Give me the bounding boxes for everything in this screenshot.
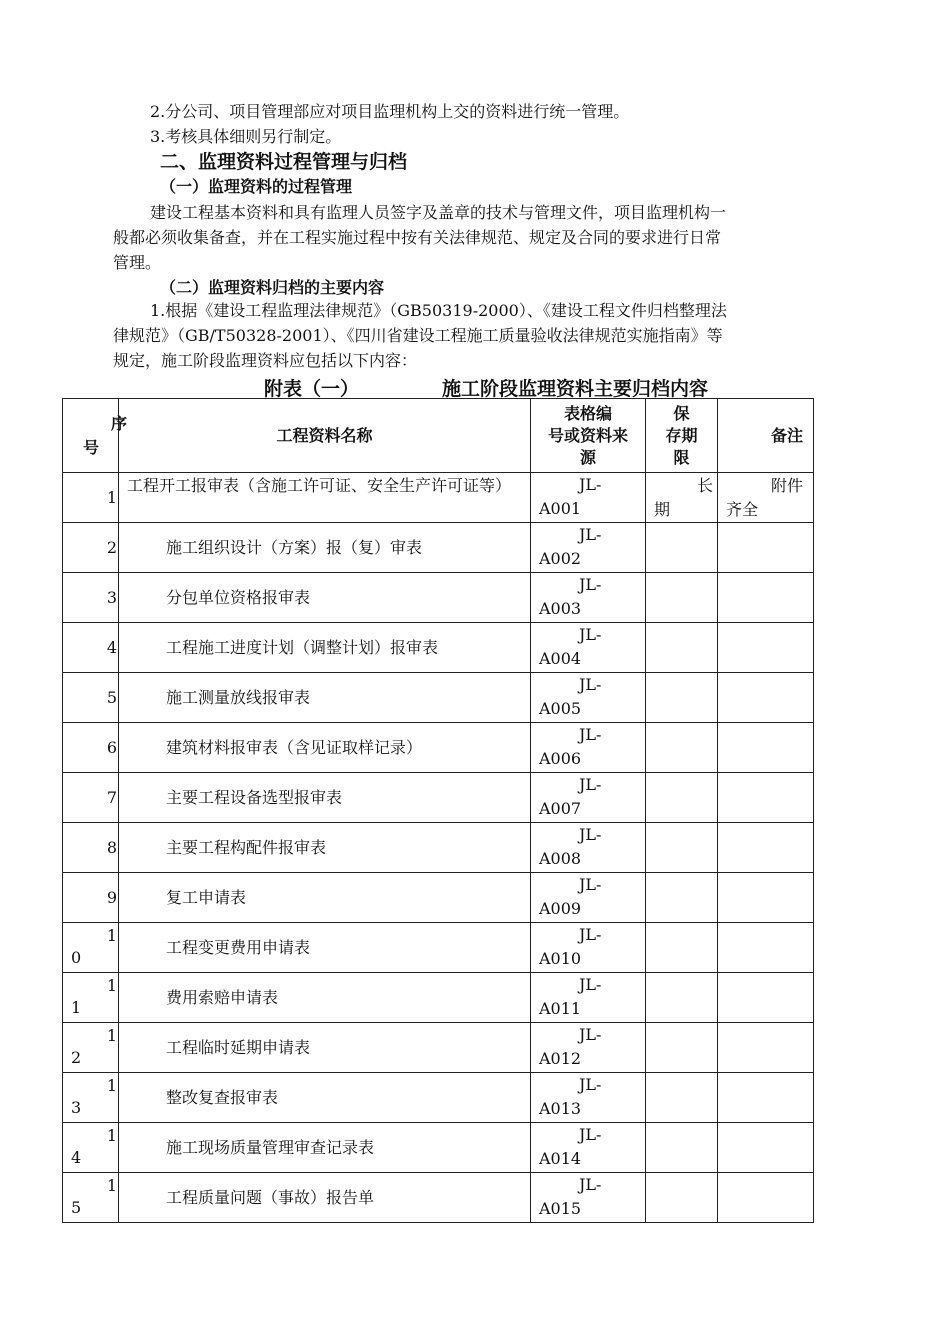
table-row — [63, 873, 814, 923]
cell-seq-b: 3 — [71, 1098, 82, 1117]
cell-note — [718, 873, 814, 923]
cell-keep — [646, 1023, 718, 1073]
cell-seq — [63, 1073, 119, 1123]
cell-seq — [63, 723, 119, 773]
cell-note — [718, 573, 814, 623]
cell-note — [718, 523, 814, 573]
table-row — [63, 1123, 814, 1173]
cell-code — [531, 873, 646, 923]
table-header-row — [63, 399, 814, 473]
cell-name: 工程开工报审表（含施工许可证、安全生产许可证等） — [119, 473, 531, 523]
cell-code-b: A014 — [539, 1149, 582, 1168]
cell-code-a: JL- — [579, 775, 602, 794]
cell-seq-a: 9 — [106, 888, 117, 907]
cell-code-a: JL- — [579, 575, 602, 594]
cell-code-b: A008 — [539, 849, 582, 868]
cell-seq-a: 1 — [106, 1126, 117, 1145]
paragraph-item-2: 2.分公司、项目管理部应对项目监理机构上交的资料进行统一管理。 — [150, 102, 630, 121]
cell-code-a: JL- — [579, 675, 602, 694]
header-seq-b: 号 — [83, 438, 100, 457]
cell-note — [718, 1023, 814, 1073]
body-text-2-line-3: 规定，施工阶段监理资料应包括以下内容： — [113, 351, 418, 370]
cell-seq — [63, 1023, 119, 1073]
cell-code — [531, 923, 646, 973]
cell-seq — [63, 473, 119, 523]
subsection-heading-2: （二）监理资料归档的主要内容 — [160, 278, 385, 297]
cell-name: 施工现场质量管理审查记录表 — [119, 1123, 531, 1173]
cell-code — [531, 673, 646, 723]
cell-keep — [646, 1123, 718, 1173]
cell-seq — [63, 773, 119, 823]
cell-keep — [646, 473, 718, 523]
cell-name: 工程施工进度计划（调整计划）报审表 — [119, 623, 531, 673]
cell-seq — [63, 973, 119, 1023]
table-row — [63, 573, 814, 623]
cell-seq-a: 1 — [106, 1026, 117, 1045]
cell-code-a: JL- — [579, 625, 602, 644]
cell-seq-a: 6 — [106, 738, 117, 757]
table-row — [63, 723, 814, 773]
header-name: 工程资料名称 — [119, 399, 531, 473]
cell-seq — [63, 873, 119, 923]
cell-name: 复工申请表 — [119, 873, 531, 923]
cell-code — [531, 523, 646, 573]
body-text-1-line-2: 般都必须收集备查，并在工程实施过程中按有关法律规范、规定及合同的要求进行日常 — [113, 228, 722, 247]
cell-name: 分包单位资格报审表 — [119, 573, 531, 623]
table-row — [63, 973, 814, 1023]
body-text-1-line-3: 管理。 — [113, 253, 162, 272]
cell-note — [718, 623, 814, 673]
cell-code-b: A009 — [539, 899, 582, 918]
cell-seq-a: 8 — [106, 838, 117, 857]
paragraph-item-3: 3.考核具体细则另行制定。 — [150, 127, 342, 146]
cell-code-a: JL- — [579, 1025, 602, 1044]
header-seq — [63, 399, 128, 473]
cell-keep — [646, 573, 718, 623]
cell-note — [718, 673, 814, 723]
cell-code — [531, 823, 646, 873]
cell-note — [718, 723, 814, 773]
cell-seq-a: 3 — [106, 588, 117, 607]
archive-table — [62, 398, 814, 1223]
cell-code-b: A015 — [539, 1199, 582, 1218]
cell-code — [531, 1173, 646, 1223]
cell-note-b: 齐全 — [726, 500, 759, 519]
cell-code-a: JL- — [579, 1075, 602, 1094]
cell-keep — [646, 1173, 718, 1223]
cell-name: 费用索赔申请表 — [119, 973, 531, 1023]
cell-seq — [63, 1123, 119, 1173]
cell-code-a: JL- — [579, 525, 602, 544]
header-keep-line-3: 限 — [673, 447, 690, 467]
table-row — [63, 523, 814, 573]
cell-keep — [646, 673, 718, 723]
cell-seq-b: 4 — [71, 1148, 82, 1167]
header-keep — [646, 399, 718, 473]
table-caption-title: 施工阶段监理资料主要归档内容 — [442, 378, 709, 400]
cell-code-a: JL- — [579, 875, 602, 894]
cell-keep — [646, 723, 718, 773]
cell-code-a: JL- — [579, 975, 602, 994]
body-text-1-line-1: 建设工程基本资料和具有监理人员签字及盖章的技术与管理文件，项目监理机构一 — [150, 203, 727, 222]
cell-keep-b: 期 — [654, 500, 671, 519]
cell-code-b: A001 — [539, 499, 582, 518]
cell-keep — [646, 873, 718, 923]
cell-code-b: A004 — [539, 649, 582, 668]
table-row — [63, 823, 814, 873]
cell-name: 工程变更费用申请表 — [119, 923, 531, 973]
cell-code-b: A007 — [539, 799, 582, 818]
cell-seq — [63, 623, 119, 673]
cell-seq — [63, 673, 119, 723]
header-code-line-3: 源 — [579, 447, 596, 467]
cell-seq-a: 2 — [106, 538, 117, 557]
cell-seq-b: 2 — [71, 1048, 82, 1067]
cell-seq-a: 4 — [106, 638, 117, 657]
cell-code — [531, 473, 646, 523]
header-code — [531, 399, 646, 473]
header-code-line-1: 表格编 — [563, 403, 612, 423]
table-row — [63, 1023, 814, 1073]
cell-code-b: A006 — [539, 749, 582, 768]
cell-code — [531, 623, 646, 673]
cell-code-a: JL- — [579, 475, 602, 494]
cell-code-b: A002 — [539, 549, 582, 568]
cell-code-a: JL- — [579, 1125, 602, 1144]
cell-seq-a: 5 — [106, 688, 117, 707]
cell-name: 工程临时延期申请表 — [119, 1023, 531, 1073]
cell-keep — [646, 973, 718, 1023]
cell-note — [718, 1073, 814, 1123]
cell-keep — [646, 1073, 718, 1123]
cell-code-b: A003 — [539, 599, 582, 618]
cell-seq-b: 5 — [71, 1198, 82, 1217]
header-keep-line-1: 保 — [673, 403, 690, 423]
cell-code — [531, 1023, 646, 1073]
cell-name: 建筑材料报审表（含见证取样记录） — [119, 723, 531, 773]
cell-name: 工程质量问题（事故）报告单 — [119, 1173, 531, 1223]
body-text-2-line-1: 1.根据《建设工程监理法律规范》（GB50319-2000）、《建设工程文件归档整理法 — [150, 301, 727, 320]
cell-name: 主要工程构配件报审表 — [119, 823, 531, 873]
cell-code-a: JL- — [579, 925, 602, 944]
cell-keep — [646, 523, 718, 573]
cell-code — [531, 973, 646, 1023]
cell-code — [531, 773, 646, 823]
cell-note — [718, 1173, 814, 1223]
cell-code-b: A012 — [539, 1049, 582, 1068]
table-row — [63, 473, 814, 523]
body-text-2-line-2: 律规范》（GB/T50328-2001）、《四川省建设工程施工质量验收法律规范实施指南》等 — [113, 326, 723, 345]
cell-seq — [63, 1173, 119, 1223]
cell-seq — [63, 923, 119, 973]
cell-code-a: JL- — [579, 725, 602, 744]
cell-code-b: A005 — [539, 699, 582, 718]
cell-note — [718, 1123, 814, 1173]
cell-note — [718, 923, 814, 973]
cell-name: 施工测量放线报审表 — [119, 673, 531, 723]
cell-seq-a: 7 — [106, 788, 117, 807]
header-note: 备注 — [718, 399, 814, 473]
cell-code-b: A010 — [539, 949, 582, 968]
cell-note — [718, 473, 814, 523]
cell-code-b: A013 — [539, 1099, 582, 1118]
cell-seq — [63, 823, 119, 873]
cell-code — [531, 573, 646, 623]
cell-code-b: A011 — [539, 999, 582, 1018]
section-heading: 二、监理资料过程管理与归档 — [160, 151, 408, 173]
cell-keep — [646, 823, 718, 873]
table-caption-label: 附表（一） — [264, 378, 360, 400]
cell-code-a: JL- — [579, 825, 602, 844]
cell-keep — [646, 773, 718, 823]
cell-seq-a: 1 — [106, 926, 117, 945]
cell-seq — [63, 523, 119, 573]
header-code-line-2: 号或资料来 — [547, 425, 628, 445]
cell-keep — [646, 623, 718, 673]
cell-seq-a: 1 — [106, 1076, 117, 1095]
cell-seq-b: 1 — [71, 998, 82, 1017]
table-row — [63, 923, 814, 973]
cell-note — [718, 823, 814, 873]
cell-code — [531, 1123, 646, 1173]
cell-keep — [646, 923, 718, 973]
cell-seq-a: 1 — [106, 976, 117, 995]
table-row — [63, 623, 814, 673]
table-row — [63, 1073, 814, 1123]
table-row — [63, 673, 814, 723]
cell-code — [531, 1073, 646, 1123]
cell-note-a: 附件 — [770, 476, 803, 495]
cell-name: 主要工程设备选型报审表 — [119, 773, 531, 823]
cell-note — [718, 773, 814, 823]
cell-keep-a: 长 — [696, 476, 713, 495]
cell-code — [531, 723, 646, 773]
cell-seq-a: 1 — [106, 1176, 117, 1195]
cell-note — [718, 973, 814, 1023]
cell-seq-b: 0 — [71, 948, 82, 967]
cell-code-a: JL- — [579, 1175, 602, 1194]
cell-name: 施工组织设计（方案）报（复）审表 — [119, 523, 531, 573]
table-row — [63, 1173, 814, 1223]
header-seq-a: 序 — [111, 414, 128, 433]
cell-name: 整改复查报审表 — [119, 1073, 531, 1123]
table-row — [63, 773, 814, 823]
cell-seq — [63, 573, 119, 623]
cell-seq-a: 1 — [106, 488, 117, 507]
header-keep-line-2: 存期 — [665, 425, 698, 445]
subsection-heading-1: （一）监理资料的过程管理 — [160, 177, 353, 196]
